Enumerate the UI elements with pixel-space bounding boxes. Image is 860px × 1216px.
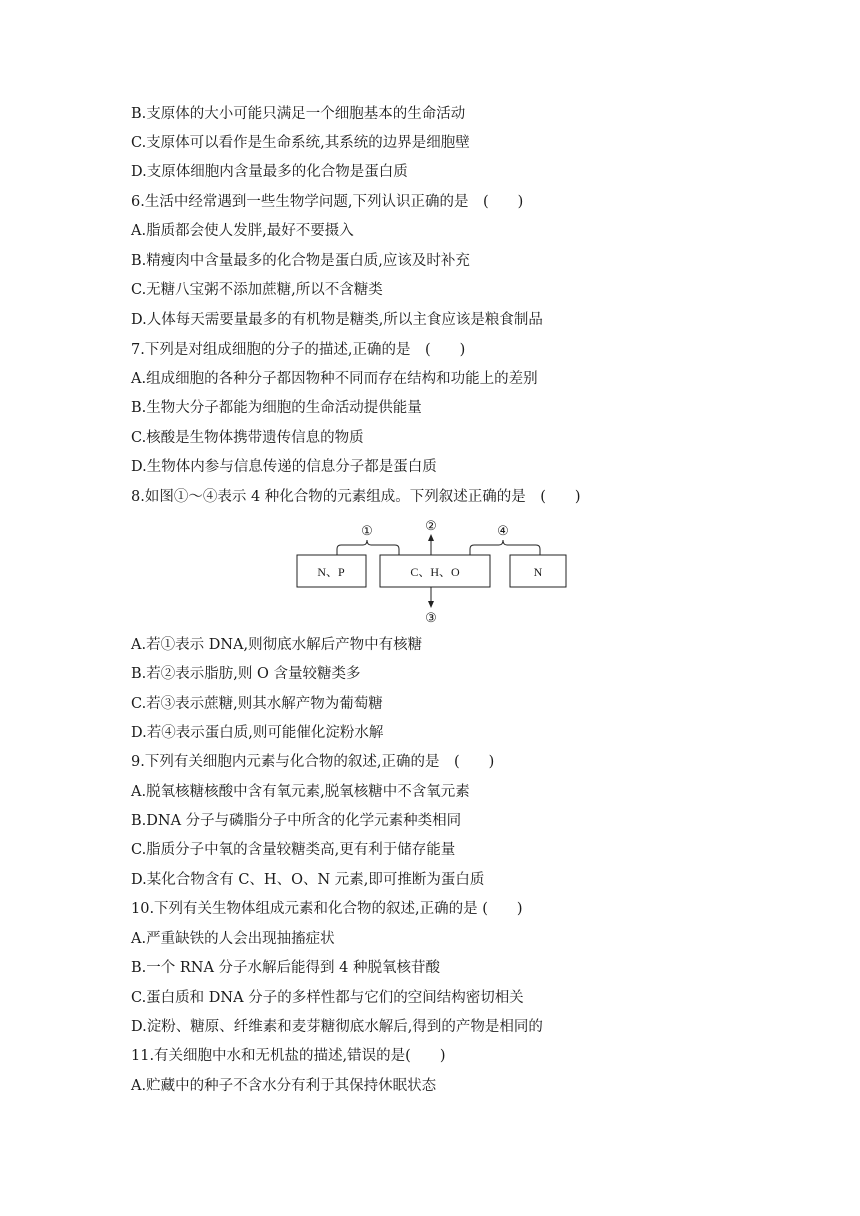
option-5b: B.支原体的大小可能只满足一个细胞基本的生命活动 [131, 106, 466, 122]
option-8c: C.若③表示蔗糖,则其水解产物为葡萄糖 [131, 696, 383, 712]
option-6a: A.脂质都会使人发胖,最好不要摄入 [131, 223, 354, 239]
box-cho-label: C、H、O [410, 565, 460, 579]
option-6c: C.无糖八宝粥不添加蔗糖,所以不含糖类 [131, 282, 383, 298]
option-7b: B.生物大分子都能为细胞的生命活动提供能量 [131, 400, 422, 416]
option-5d: D.支原体细胞内含量最多的化合物是蛋白质 [131, 164, 408, 180]
option-10a: A.严重缺铁的人会出现抽搐症状 [131, 931, 335, 947]
option-10b: B.一个 RNA 分子水解后能得到 4 种脱氧核苷酸 [131, 960, 441, 976]
question-8-stem: 8.如图①～④表示 4 种化合物的元素组成。下列叙述正确的是 ( ) [131, 489, 581, 505]
option-9a: A.脱氧核糖核酸中含有氧元素,脱氧核糖中不含氧元素 [131, 784, 470, 800]
option-11a: A.贮藏中的种子不含水分有利于其保持休眠状态 [131, 1078, 437, 1094]
question-10-stem: 10.下列有关生物体组成元素和化合物的叙述,正确的是 ( ) [131, 901, 523, 917]
arrow-3-head [428, 601, 434, 608]
question-9-stem: 9.下列有关细胞内元素与化合物的叙述,正确的是 ( ) [131, 754, 495, 770]
option-9d: D.某化合物含有 C、H、O、N 元素,即可推断为蛋白质 [131, 872, 485, 888]
arrow-2-head [428, 534, 434, 541]
option-6b: B.精瘦肉中含量最多的化合物是蛋白质,应该及时补充 [131, 253, 470, 269]
option-8b: B.若②表示脂肪,则 O 含量较糖类多 [131, 666, 361, 682]
question-6-stem: 6.生活中经常遇到一些生物学问题,下列认识正确的是 ( ) [131, 194, 524, 210]
brace-4 [470, 540, 540, 555]
box-n-label: N [533, 565, 543, 579]
option-6d: D.人体每天需要量最多的有机物是糖类,所以主食应该是粮食制品 [131, 312, 543, 328]
option-8d: D.若④表示蛋白质,则可能催化淀粉水解 [131, 725, 384, 741]
option-10c: C.蛋白质和 DNA 分子的多样性都与它们的空间结构密切相关 [131, 990, 524, 1006]
label-1: ① [361, 523, 373, 538]
option-8a: A.若①表示 DNA,则彻底水解后产物中有核糖 [131, 637, 423, 653]
option-7d: D.生物体内参与信息传递的信息分子都是蛋白质 [131, 459, 437, 475]
brace-1 [337, 540, 399, 555]
option-7a: A.组成细胞的各种分子都因物种不同而存在结构和功能上的差别 [131, 371, 538, 387]
label-2: ② [425, 518, 437, 533]
option-7c: C.核酸是生物体携带遗传信息的物质 [131, 430, 364, 446]
box-np-label: N、P [317, 565, 345, 579]
question-7-stem: 7.下列是对组成细胞的分子的描述,正确的是 ( ) [131, 342, 466, 358]
option-9c: C.脂质分子中氧的含量较糖类高,更有利于储存能量 [131, 842, 456, 858]
option-5c: C.支原体可以看作是生命系统,其系统的边界是细胞壁 [131, 135, 470, 151]
option-10d: D.淀粉、糖原、纤维素和麦芽糖彻底水解后,得到的产物是相同的 [131, 1019, 543, 1035]
element-composition-diagram [290, 515, 580, 625]
option-9b: B.DNA 分子与磷脂分子中所含的化学元素种类相同 [131, 813, 462, 829]
label-3: ③ [425, 610, 437, 625]
question-11-stem: 11.有关细胞中水和无机盐的描述,错误的是( ) [131, 1048, 446, 1064]
label-4: ④ [497, 523, 509, 538]
